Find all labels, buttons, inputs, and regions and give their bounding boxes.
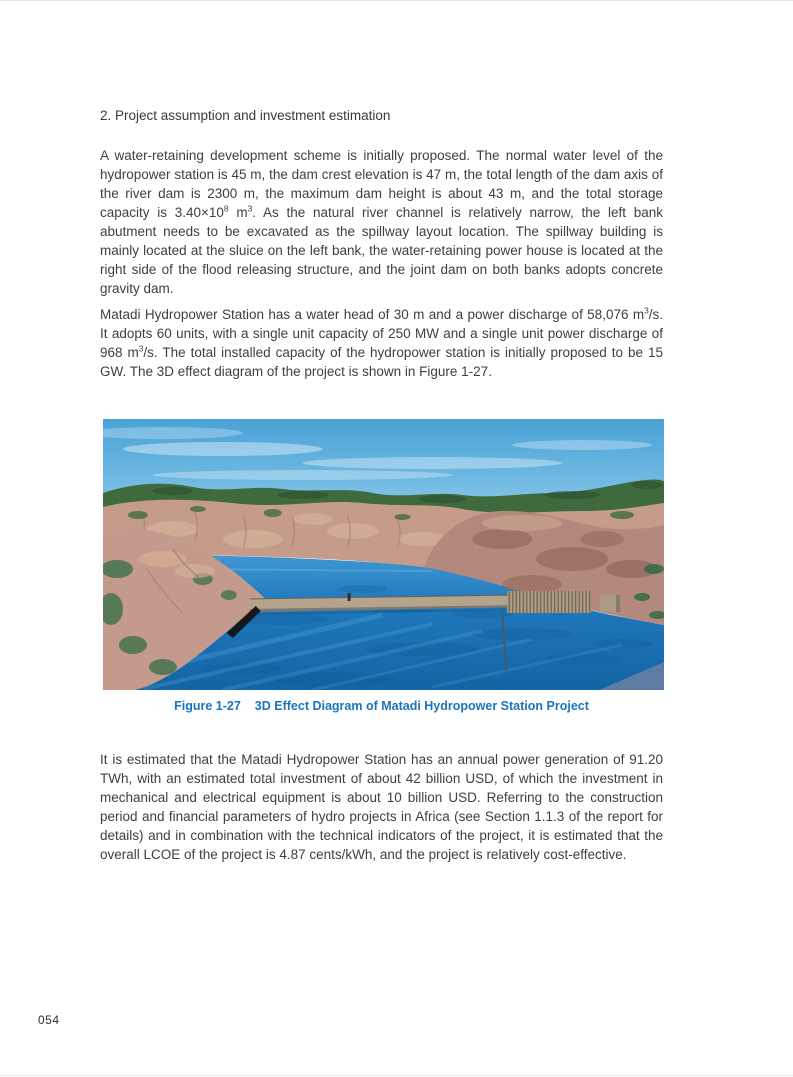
figure-1-27 bbox=[103, 419, 664, 690]
figure-label: Figure 1-27 bbox=[174, 699, 241, 713]
paragraph-investment-estimation: It is estimated that the Matadi Hydropower Station has an annual power generation of 91.20 TWh, with an estimated total investment of about 42 billion USD, of which the investment in mechanical and electrical equipment is about 10 billion USD. Referring to the construction period and financial parameters of hydro projects in Africa (see Section 1.1.3 of the report for details) and in combination with the technical indicators of the project, it is estimated that the overall LCOE of the project is 4.87 cents/kWh, and the project is relatively cost-effective. bbox=[100, 752, 663, 862]
page-number: 054 bbox=[38, 1013, 60, 1027]
figure-title: 3D Effect Diagram of Matadi Hydropower Station Project bbox=[254, 699, 589, 713]
paragraph-station-parameters: Matadi Hydropower Station has a water head of 30 m and a power discharge of 58,076 $m^3/s$. It adopts 60 units, with a single unit capacity of 250 MW and a single unit power discharge of 968 $m^3/s$. The total installed capacity of the hydropower station is initially proposed to be 15 GW. The 3D effect diagram of the project is shown in Figure 1-27. bbox=[100, 305, 663, 379]
section-heading: 2. Project assumption and investment estimation bbox=[100, 108, 391, 123]
page-edge-line-top bbox=[0, 0, 793, 1]
figure-caption bbox=[100, 699, 663, 713]
page-edge-line-bottom bbox=[0, 1075, 793, 1076]
dam-3d-render-image bbox=[103, 419, 664, 690]
paragraph-scheme-description: A water-retaining development scheme is initially proposed. The normal water level of the hydropower station is 45 m, the dam crest elevation is 47 m, the total length of the dam axis of the river dam is 2300 m, the maximum dam height is about 43 m, and the total storage capacity is $3.40\times 10^8$ $m^3$. As the natural river channel is relatively narrow, the left bank abutment needs to be excavated as the spillway layout location. The spillway building is mainly located at the sluice on the left bank, the water-retaining power house is located at the right side of the flood releasing structure, and the joint dam on both banks adopts concrete gravity dam. bbox=[100, 148, 663, 296]
